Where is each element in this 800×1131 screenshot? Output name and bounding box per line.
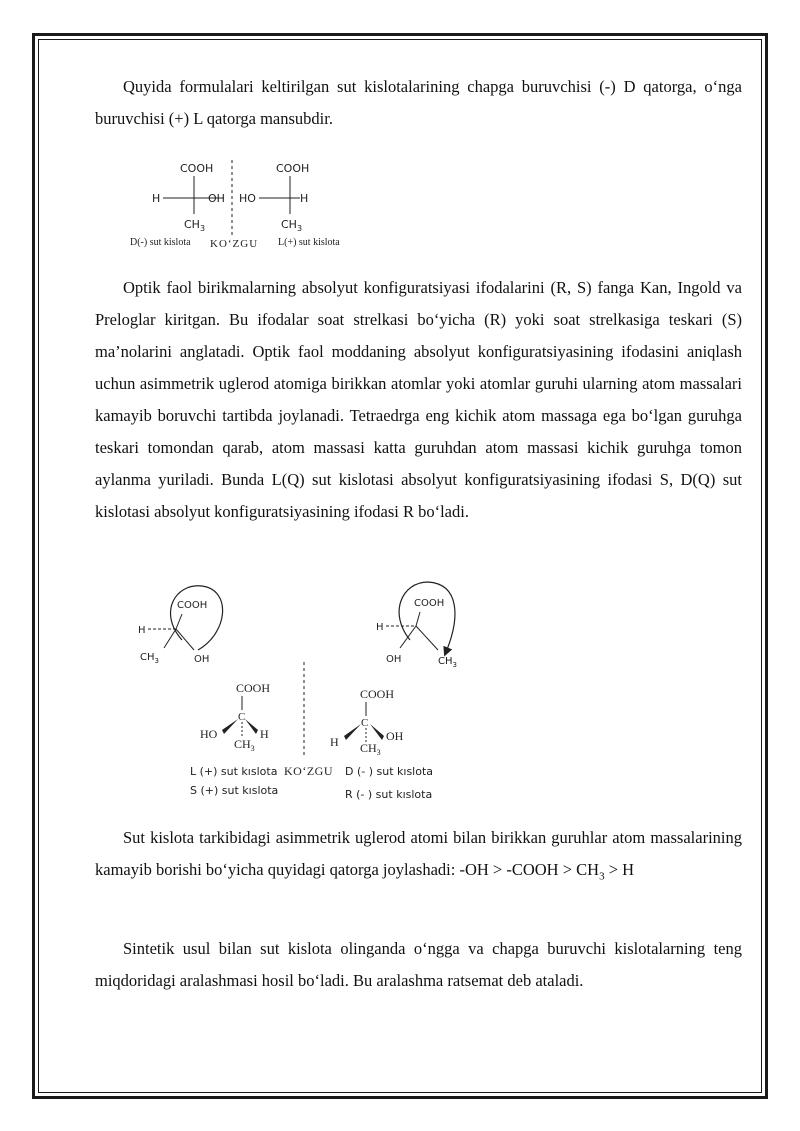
mirror-label-2: KO‘ZGU: [284, 764, 333, 778]
l-h-label: H: [300, 192, 309, 205]
d-ch3-subscript: 3: [199, 224, 206, 233]
l-cooh-label: COOH: [276, 162, 310, 175]
l-h-label: H: [260, 727, 269, 741]
l-cooh-label: COOH: [236, 681, 271, 695]
right-h-label: H: [376, 622, 384, 633]
svg-text:CH3: [184, 218, 205, 233]
l-caption: L(+) sut kislota: [278, 237, 340, 248]
intro-paragraph: Quyida formulalari keltirilgan sut kislotalarining chapga buruvchisi (-) D qatorga, o‘nga buruvchisi (+) L qatorga mansubdir.: [95, 77, 742, 128]
priority-text: Sut kislota tarkibidagi asimmetrik uglerod atomi bilan birikkan guruhlar atom massalarining kamayib borishi bo‘yicha quyidagi qatorga joylashadi: -OH > -COOH > CH: [95, 828, 742, 879]
l-ho-label: HO: [200, 727, 218, 741]
rotation-arrow-right: [399, 582, 455, 652]
d-h-label: H: [152, 192, 161, 205]
svg-text:CH3: [438, 656, 457, 669]
svg-text:CH3: [360, 741, 381, 757]
r-minus-caption: R (- ) sut kıslota: [345, 788, 433, 801]
rotation-arrow-left: [171, 586, 223, 650]
d-c-label: C: [361, 717, 369, 729]
rs-configuration-figure: [130, 578, 480, 808]
left-ch3-subscript: 3: [154, 657, 159, 665]
l-ho-label: HO: [239, 192, 256, 205]
left-h-label: H: [138, 625, 146, 636]
priority-subscript: 3: [599, 870, 605, 883]
d-oh-label: OH: [208, 192, 225, 205]
d-oh-label: OH: [386, 729, 404, 743]
d-ch3-label: CH: [360, 741, 377, 755]
left-cooh-label: COOH: [177, 600, 208, 611]
l-plus-caption: L (+) sut kıslota: [190, 765, 278, 778]
d-cooh-label: COOH: [180, 162, 214, 175]
racemate-paragraph: Sintetik usul bilan sut kislota olinganda o‘ngga va chapga buruvchi kislotalarning teng miqdoridagi aralashmasi hosil bo‘ladi. Bu aralashma ratsemat deb ataladi.: [95, 939, 742, 990]
d-minus-caption: D (- ) sut kıslota: [345, 765, 434, 778]
s-plus-caption: S (+) sut kıslota: [190, 784, 279, 797]
d-cooh-label: COOH: [360, 687, 395, 701]
priority-suffix: > H: [604, 860, 635, 879]
d-caption: D(-) sut kislota: [130, 237, 191, 248]
d-ch3-subscript: 3: [376, 748, 381, 757]
svg-text:CH3: [140, 652, 159, 665]
svg-text:CH3: [281, 218, 302, 233]
right-ch3-label: CH: [438, 656, 453, 667]
l-ch3-subscript: 3: [296, 224, 303, 233]
left-oh-label: OH: [194, 654, 210, 665]
right-cooh-label: COOH: [414, 598, 445, 609]
left-ch3-label: CH: [140, 652, 155, 663]
fischer-projections-figure: [130, 152, 370, 252]
absolute-configuration-paragraph: Optik faol birikmalarning absolyut konfiguratsiyasi ifodalarini (R, S) fanga Kan, Ingold va Preloglar kiritgan. Bu ifodalar soat strelkasi bo‘yicha (R) yoki soat strelkasiga teskari (S) ma’nolarini anglatadi. Optik faol moddaning absolyut konfiguratsiyasining ifodasini aniqlash uchun asimmetrik uglerod atomiga birikkan atomlar yoki atomlar guruhi ularning atom massalari kamayib boruvchi tartibda joylanadi. Tetraedrga eng kichik atom massaga ega bo‘lgan guruhga teskari tomondan qarab, atom massasi katta guruhdan atom massasi kichik guruhga tomon aylanma yuriladi. Bunda L(Q) sut kislotasi absolyut konfiguratsiyasining ifodasi S, D(Q) sut kislotasi absolyut konfiguratsiyasining ifodasi R bo‘ladi.: [95, 278, 742, 521]
l-c-label: C: [238, 711, 246, 723]
l-ch3-label: CH: [281, 218, 297, 231]
right-ch3-subscript: 3: [452, 661, 457, 669]
d-ch3-label: CH: [184, 218, 200, 231]
right-oh-label: OH: [386, 654, 402, 665]
d-h-label: H: [330, 735, 339, 749]
group-priority-paragraph: [95, 822, 742, 892]
svg-text:CH3: [234, 737, 255, 753]
mirror-label-1: KO‘ZGU: [210, 238, 259, 250]
l-ch3-label: CH: [234, 737, 251, 751]
l-ch3-subscript: 3: [250, 744, 255, 753]
